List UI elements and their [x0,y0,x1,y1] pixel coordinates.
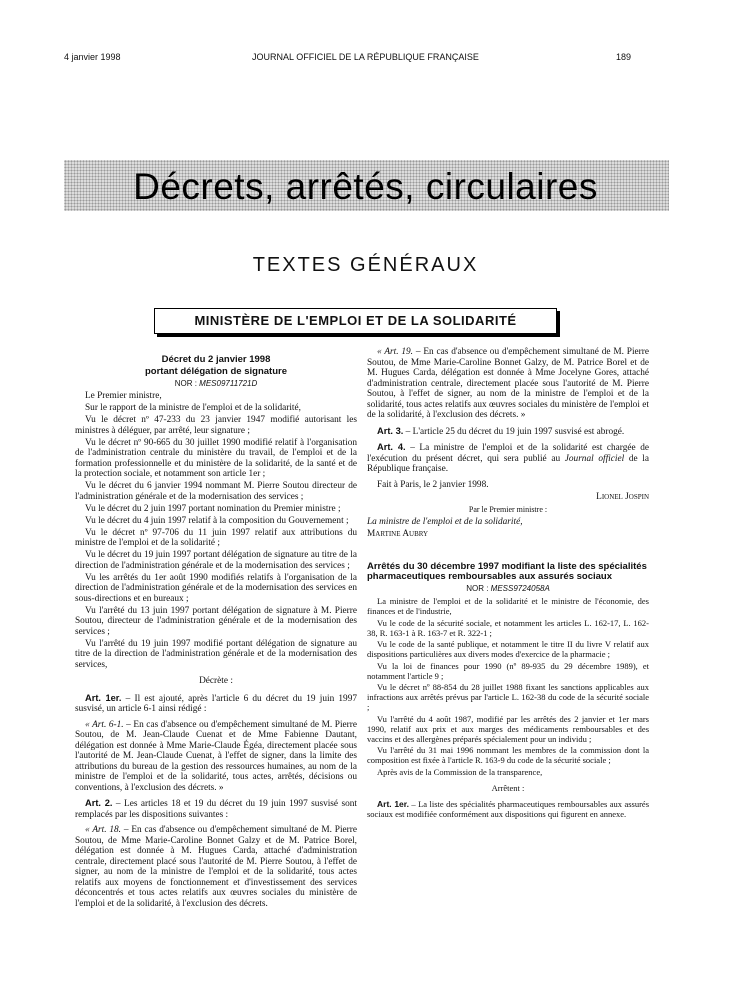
article-19-text: – En cas d'absence ou d'empêchement simultané de M. Pierre Soutou, de Mme Marie-Caroline Bonnet Galzy, de M. Patrice Borel et de M. Hugues Carda, délégation est donnée à Mme Jocelyne Gores, attaché d'administration centrale, directement placée sous l'autorité de M. Pierre Soutou, à l'effet de signer, au nom de la ministre de l'emploi et de la solidarité, tous actes relatifs aux œuvres sociales du ministère de l'emploi et de la solidarité, à l'exclusion des décrets. » [367,347,649,420]
recital: Vu le décret nº 90-665 du 30 juillet 1990 modifié relatif à l'organisation de l'administration centrale du ministère du travail, de l'emploi et de la formation professionnelle et du ministère de la solidarité, de la santé et de la protection sociale, et notamment son article 1er ; [75,437,357,479]
right-column [367,347,649,820]
article-1 [75,693,357,715]
recital: Vu l'arrêté du 31 mai 1996 nommant les membres de la commission dont la composition est fixée à l'article R. 163-9 du code de la sécurité sociale ; [367,745,649,765]
signatory-minister: Martine Aubry [367,529,429,539]
article-3-label: Art. 3. [377,425,404,436]
decree-title: Décret du 2 janvier 1998 [161,354,271,365]
decree-nor [75,379,357,390]
decree-subtitle: portant délégation de signature [145,366,287,377]
article-4-text-b: de la République française. [367,453,649,474]
minister-role: La ministre de l'emploi et de la solidarité, [367,517,523,527]
done-at: Fait à Paris, le 2 janvier 1998. [377,479,489,490]
arretent-label: Arrêtent : [491,782,525,793]
signatory-pm: Lionel Jospin [596,491,649,502]
article-4-journal: Journal officiel [564,453,625,464]
recital: Après avis de la Commission de la transparence, [377,766,543,777]
article-6-1-label: « Art. 6-1. [85,719,124,730]
recital: Vu le décret du 19 juin 1997 portant délégation de signature au titre de la direction de l'administration générale et de la modernisation des services ; [75,550,357,571]
article-19-label: « Art. 19. [377,347,413,357]
article-6-1-text: – En cas d'absence ou d'empêchement simultané de M. Pierre Soutou, de M. Jean-Claude Cuenat et de Mme Fabienne Dautant, délégation est donnée à Mme Marie-Claude Égéa, directement placée sous l'autorité de M. Jean-Claude Cuenat, à l'effet de signer, dans la limite des attributions du bureau de la gestion des ressources humaines, au nom de la ministre de l'emploi et de la solidarité, tous actes, arrêtés, décisions ou conventions, à l'exclusion des décrets. » [75,719,357,793]
article-3 [367,426,649,438]
banner-title: Décrets, arrêtés, circulaires [133,166,598,207]
decree2-title: Arrêtés du 30 décembre 1997 modifiant la liste des spécialités pharmaceutiques remboursables aux assurés sociaux [367,560,647,582]
page-number: 189 [615,52,631,62]
article-18 [75,825,357,909]
article-6-1 [75,720,357,794]
article-3-text: – L'article 25 du décret du 19 juin 1997 susvisé est abrogé. [403,426,625,437]
recital: Vu le code de la sécurité sociale, et notamment les articles L. 162-17, L. 162-38, R. 163-1 à R. 163-7 et R. 322-1 ; [367,617,649,638]
recital: Vu le décret du 2 juin 1997 portant nomination du Premier ministre ; [85,503,341,514]
decree2-article-1-text: – La liste des spécialités pharmaceutiques remboursables aux assurés sociaux est modifiée conformément aux dispositions qui figurent en annexe. [367,798,649,819]
by-pm: Par le Premier ministre : [468,505,548,514]
article-1-label: Art. 1er. [85,692,122,703]
section-title: TEXTES GÉNÉRAUX [252,254,479,276]
article-18-label: « Art. 18. [85,825,121,835]
article-1-text: – Il est ajouté, après l'article 6 du décret du 19 juin 1997 susvisé, un article 6-1 ainsi rédigé : [75,693,357,714]
decree2-body [367,596,649,819]
nor-label: NOR : [466,584,489,593]
recital: Vu le code de la santé publique, et notamment le titre II du livre V relatif aux dispositions particulières aux divers modes d'exercice de la pharmacie ; [367,639,649,659]
recital: Vu l'arrêté du 13 juin 1997 portant délégation de signature à M. Pierre Soutou, directeur de l'administration générale et de la modernisation des services ; [75,605,357,637]
decrete-label: Décrète : [199,676,233,686]
recital: Vu les arrêtés du 1er août 1990 modifiés relatifs à l'organisation de la direction de l'administration générale et de la modernisation des services en sous-directions et en bureaux ; [75,572,357,604]
nor-code: MES09711721D [199,379,258,388]
decree2-article-1 [367,799,649,819]
article-19 [367,347,649,421]
nor-label: NOR : [174,379,197,388]
article-18-text: – En cas d'absence ou d'empêchement simultané de M. Pierre Soutou, de Mme Marie-Caroline Bonnet Galzy et de M. Patrice Borel, délégation est donnée à M. Hugues Carda, attaché d'administration centrale, directement placé sous l'autorité de M. Pierre Soutou, à l'effet de signer, au nom de la ministre de l'emploi et de la solidarité, tous actes relatifs aux moyens de fonctionnement et d'investissement des services déconcentrés et tous actes relatifs aux œuvres sociales du ministère de l'emploi et de la solidarité, à l'exclusion des décrets. [75,825,357,909]
article-2 [75,798,357,820]
journal-title: JOURNAL OFFICIEL DE LA RÉPUBLIQUE FRANÇAISE [252,52,479,62]
ministry-box: MINISTÈRE DE L'EMPLOI ET DE LA SOLIDARITÉ [154,308,557,334]
decree2-nor [367,584,649,595]
recital: Vu l'arrêté du 19 juin 1997 modifié portant délégation de signature au titre de la direction de l'administration générale et de la modernisation des services, [75,638,357,670]
article-4 [367,442,649,475]
recital: Sur le rapport de la ministre de l'emploi et de la solidarité, [85,403,301,413]
header-date: 4 janvier 1998 [64,52,121,62]
recital: Vu le décret du 6 janvier 1994 nommant M. Pierre Soutou directeur de l'administration générale et de la modernisation des services ; [75,481,357,502]
article-2-label: Art. 2. [85,798,113,808]
decree2-article-1-label: Art. 1er. [377,798,409,809]
recital: Vu le décret nº 88-854 du 28 juillet 1988 fixant les sanctions applicables aux infractions aux arrêtés prévus par l'article L. 162-38 du code de la sécurité sociale ; [367,682,649,712]
article-4-text-a: – La ministre de l'emploi et de la solidarité est chargée de l'exécution du présent décret, qui sera publié au [367,443,649,464]
recital: Vu le décret nº 47-233 du 23 janvier 1947 modifié autorisant les ministres à déléguer, par arrêté, leur signature ; [75,415,357,436]
article-4-label: Art. 4. [377,442,406,452]
recital: Le Premier ministre, [85,391,162,401]
recital: Vu l'arrêté du 4 août 1987, modifié par les arrêtés des 2 janvier et 1er mars 1990, relatif aux prix et aux marges des médicaments remboursables et des vaccins et des allergènes préparés spécialement pour un individu ; [367,713,649,744]
article-2-text: – Les articles 18 et 19 du décret du 19 juin 1997 susvisé sont remplacés par les dispositions suivantes : [75,799,357,820]
recital: Vu le décret nº 97-706 du 11 juin 1997 relatif aux attributions du ministre de l'emploi et de la solidarité ; [75,527,357,548]
recital: Vu la loi de finances pour 1990 (nº 89-935 du 29 décembre 1989), et notamment l'article 9 ; [367,660,649,681]
nor-code: MESS9724058A [490,584,550,593]
left-column [75,355,357,911]
recital: Vu le décret du 4 juin 1997 relatif à la composition du Gouvernement ; [85,515,349,526]
recital: La ministre de l'emploi et de la solidarité et le ministre de l'économie, des finances et de l'industrie, [367,596,649,616]
